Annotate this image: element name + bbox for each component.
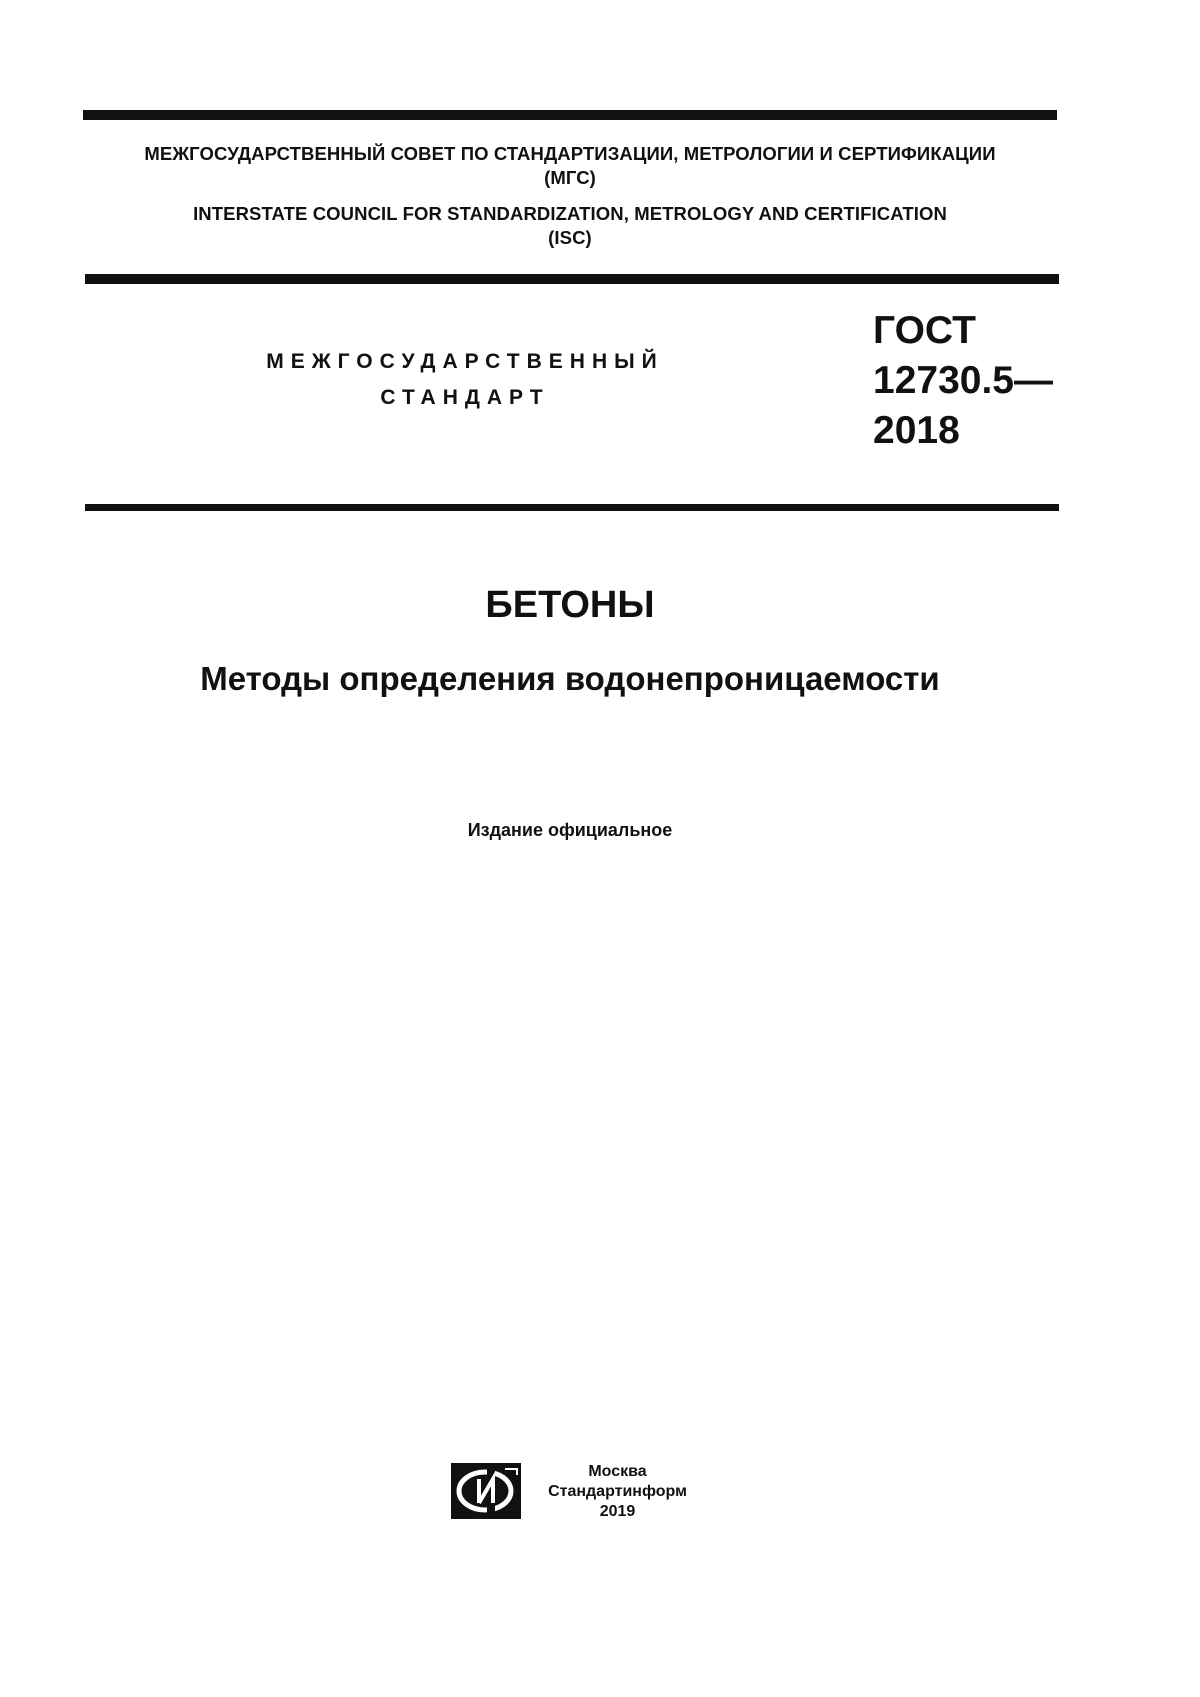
edition-note: Издание официальное <box>467 820 673 840</box>
council-name-ru-line1: МЕЖГОСУДАРСТВЕННЫЙ СОВЕТ ПО СТАНДАРТИЗАЦИИ, МЕТРОЛОГИИ И СЕРТИФИКАЦИИ <box>144 143 996 164</box>
publisher-block <box>530 1462 705 1522</box>
council-abbr-ru: (МГС) <box>544 167 596 188</box>
designation-prefix: ГОСТ <box>873 309 976 352</box>
designation-bottom-rule <box>85 504 1059 511</box>
header-bottom-rule <box>85 274 1059 284</box>
standard-type-label <box>220 344 710 416</box>
top-rule <box>83 110 1057 120</box>
designation-year: 2018 <box>873 409 960 452</box>
standartinform-logo-icon <box>451 1463 521 1519</box>
publisher-city: Москва <box>588 1463 647 1480</box>
standard-designation <box>873 306 1053 456</box>
designation-number: 12730.5— <box>873 359 1053 402</box>
council-abbr-en: (ISC) <box>548 227 592 248</box>
council-name-en <box>83 202 1057 250</box>
document-subtitle: Методы определения водонепроницаемости <box>200 660 940 697</box>
council-name-ru <box>83 142 1057 190</box>
document-title: БЕТОНЫ <box>485 584 655 626</box>
standard-type-line1: МЕЖГОСУДАРСТВЕННЫЙ <box>266 350 664 373</box>
publisher-year: 2019 <box>599 1503 636 1520</box>
council-name-en-line1: INTERSTATE COUNCIL FOR STANDARDIZATION, METROLOGY AND CERTIFICATION <box>193 203 947 224</box>
publisher-name: Стандартинформ <box>548 1483 687 1500</box>
standard-type-line2: СТАНДАРТ <box>380 386 550 409</box>
